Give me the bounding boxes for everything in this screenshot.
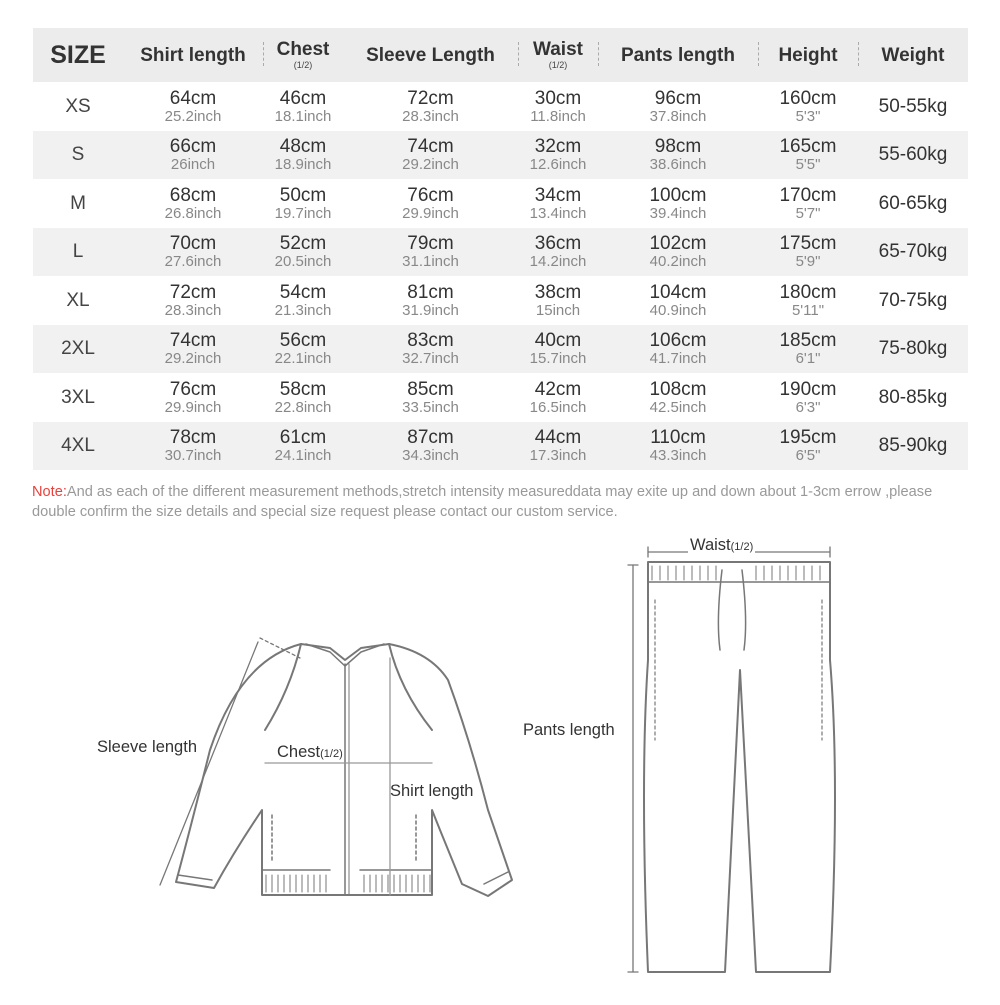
height-cell [758, 283, 858, 318]
table-row [33, 228, 968, 277]
sleeve-inch-value: 33.5inch [402, 398, 459, 416]
pants-cm-value: 104cm [649, 281, 707, 303]
height-inch-value: 5'7" [795, 204, 821, 222]
waist-cm-value: 42cm [534, 378, 582, 400]
sleeve-length-label: Sleeve length [97, 738, 197, 756]
pants-cm-value: 108cm [649, 378, 707, 400]
waist-label: Waist(1/2) [690, 536, 754, 554]
shirt-inch-value: 27.6inch [164, 253, 222, 271]
shirt-cell [123, 283, 263, 318]
chest-cell [263, 186, 343, 221]
shirt-inch-value: 26.8inch [164, 204, 222, 222]
height-cm-value: 175cm [779, 233, 837, 255]
pants-cm-value: 100cm [649, 184, 707, 206]
weight-cell: 55-60kg [878, 144, 948, 166]
chest-cm-value: 52cm [279, 233, 327, 255]
size-cell: S [71, 144, 85, 166]
table-row [33, 325, 968, 374]
pants-inch-value: 37.8inch [649, 107, 707, 125]
pants-cell [598, 186, 758, 221]
height-cell [758, 137, 858, 172]
weight-cell: 65-70kg [878, 241, 948, 263]
size-cell: XS [65, 95, 91, 117]
chest-inch-value: 19.7inch [274, 204, 332, 222]
height-inch-value: 5'9" [795, 253, 821, 271]
shirt-length-label: Shirt length [390, 782, 474, 800]
jacket-outline [176, 644, 512, 896]
pants-cell [598, 428, 758, 463]
waist-inch-value: 17.3inch [529, 447, 587, 465]
chest-inch-value: 20.5inch [274, 253, 332, 271]
chest-cell [263, 283, 343, 318]
pants-outline [644, 562, 835, 972]
table-body [33, 82, 968, 470]
pants-cm-value: 102cm [649, 233, 707, 255]
pants-cm-value: 98cm [654, 136, 702, 158]
sleeve-cell [343, 89, 518, 124]
sleeve-cm-value: 76cm [407, 184, 454, 206]
sleeve-cm-value: 85cm [407, 378, 454, 400]
chest-cell [263, 331, 343, 366]
chest-inch-value: 21.3inch [274, 301, 332, 319]
shirt-inch-value: 28.3inch [164, 301, 222, 319]
sleeve-inch-value: 29.9inch [402, 204, 459, 222]
shirt-cm-value: 72cm [169, 281, 217, 303]
chest-cm-value: 61cm [279, 427, 327, 449]
chest-cm-value: 56cm [279, 330, 327, 352]
waist-cm-value: 32cm [534, 136, 582, 158]
height-cell [758, 428, 858, 463]
sleeve-inch-value: 31.9inch [402, 301, 459, 319]
chest-cm-value: 48cm [279, 136, 327, 158]
header-sleeve-length: Sleeve Length [366, 44, 495, 66]
height-inch-value: 6'1" [795, 350, 821, 368]
shirt-cm-value: 66cm [169, 136, 217, 158]
height-cell [758, 380, 858, 415]
pants-cell [598, 137, 758, 172]
header-height: Height [758, 28, 858, 82]
pants-cell [598, 89, 758, 124]
chest-cell [263, 137, 343, 172]
table-row [33, 422, 968, 471]
waist-cell [518, 137, 598, 172]
table-row [33, 82, 968, 131]
weight-cell: 60-65kg [878, 192, 948, 214]
note-prefix: Note: [32, 484, 67, 500]
chest-cm-value: 50cm [279, 184, 327, 206]
height-inch-value: 6'5" [795, 447, 821, 465]
waist-inch-value: 14.2inch [529, 253, 587, 271]
weight-cell: 85-90kg [878, 435, 948, 457]
shirt-cm-value: 74cm [169, 330, 217, 352]
shirt-cm-value: 64cm [169, 87, 217, 109]
waist-cell [518, 234, 598, 269]
sleeve-cell [343, 137, 518, 172]
height-cm-value: 165cm [779, 136, 837, 158]
shirt-cell [123, 89, 263, 124]
sleeve-cm-value: 87cm [407, 427, 454, 449]
measurement-note [32, 482, 977, 522]
size-chart-table [33, 28, 968, 470]
height-cm-value: 160cm [779, 87, 837, 109]
chest-inch-value: 24.1inch [274, 447, 332, 465]
shirt-cell [123, 428, 263, 463]
weight-cell: 80-85kg [878, 386, 948, 408]
chest-cm-value: 46cm [279, 87, 327, 109]
height-cm-value: 195cm [779, 427, 837, 449]
waist-cell [518, 380, 598, 415]
chest-cm-value: 54cm [279, 281, 327, 303]
header-chest: Chest (1/2) [263, 28, 343, 82]
sleeve-cm-value: 72cm [407, 87, 454, 109]
shirt-inch-value: 29.9inch [164, 398, 222, 416]
waist-inch-value: 11.8inch [530, 107, 586, 125]
size-cell: 3XL [61, 386, 95, 408]
garment-diagram [0, 530, 1000, 1000]
chest-label: Chest(1/2) [277, 743, 343, 761]
height-inch-value: 5'11" [791, 301, 825, 319]
table-row [33, 373, 968, 422]
pants-cell [598, 234, 758, 269]
pants-cell [598, 331, 758, 366]
height-inch-value: 5'5" [795, 156, 821, 174]
pants-inch-value: 39.4inch [649, 204, 707, 222]
pants-cm-value: 106cm [649, 330, 707, 352]
shirt-inch-value: 26inch [170, 156, 216, 174]
table-row [33, 131, 968, 180]
header-shirt-length: Shirt length [140, 44, 246, 66]
size-cell: XL [66, 289, 90, 311]
sleeve-cm-value: 74cm [407, 136, 454, 158]
shirt-cm-value: 78cm [169, 427, 217, 449]
waist-cell [518, 331, 598, 366]
sleeve-cm-value: 79cm [407, 233, 454, 255]
chest-inch-value: 22.1inch [274, 350, 332, 368]
weight-cell: 70-75kg [878, 289, 948, 311]
chest-cell [263, 234, 343, 269]
height-cell [758, 234, 858, 269]
shirt-cell [123, 137, 263, 172]
header-size: SIZE [50, 40, 106, 69]
pants-inch-value: 41.7inch [649, 350, 707, 368]
sleeve-cm-value: 81cm [407, 281, 454, 303]
waist-cell [518, 428, 598, 463]
waist-cm-value: 34cm [534, 184, 582, 206]
waist-inch-value: 13.4inch [529, 204, 587, 222]
table-header-row [33, 28, 968, 82]
pants-cell [598, 380, 758, 415]
waist-cm-value: 38cm [534, 281, 582, 303]
header-pants-length: Pants length [598, 28, 758, 82]
waist-cm-value: 30cm [534, 87, 582, 109]
height-inch-value: 5'3" [795, 107, 821, 125]
chest-inch-value: 18.9inch [274, 156, 332, 174]
sleeve-cell [343, 283, 518, 318]
shirt-inch-value: 29.2inch [164, 350, 222, 368]
height-cell [758, 89, 858, 124]
height-cell [758, 186, 858, 221]
shirt-cell [123, 380, 263, 415]
shirt-cm-value: 70cm [169, 233, 217, 255]
sleeve-inch-value: 28.3inch [402, 107, 459, 125]
header-weight: Weight [858, 28, 968, 82]
shirt-cm-value: 76cm [169, 378, 217, 400]
shirt-inch-value: 25.2inch [164, 107, 222, 125]
waist-inch-value: 16.5inch [529, 398, 587, 416]
pants-inch-value: 43.3inch [649, 447, 707, 465]
chest-cm-value: 58cm [279, 378, 327, 400]
chest-cell [263, 428, 343, 463]
pants-cell [598, 283, 758, 318]
waist-inch-value: 15.7inch [529, 350, 587, 368]
sleeve-inch-value: 34.3inch [402, 447, 459, 465]
height-cm-value: 180cm [779, 281, 837, 303]
height-cm-value: 190cm [779, 378, 837, 400]
table-row [33, 179, 968, 228]
shirt-cell [123, 331, 263, 366]
pants-inch-value: 42.5inch [649, 398, 707, 416]
size-cell: 4XL [61, 435, 95, 457]
chest-inch-value: 22.8inch [274, 398, 332, 416]
shirt-cell [123, 186, 263, 221]
height-cm-value: 170cm [779, 184, 837, 206]
header-waist: Waist (1/2) [518, 28, 598, 82]
pants-cm-value: 110cm [650, 427, 706, 449]
size-cell: L [72, 241, 84, 263]
sleeve-cell [343, 331, 518, 366]
pants-inch-value: 40.2inch [649, 253, 707, 271]
waist-inch-value: 12.6inch [529, 156, 587, 174]
height-inch-value: 6'3" [795, 398, 821, 416]
sleeve-cell [343, 380, 518, 415]
height-cell [758, 331, 858, 366]
table-row [33, 276, 968, 325]
shirt-cell [123, 234, 263, 269]
sleeve-cell [343, 186, 518, 221]
height-cm-value: 185cm [779, 330, 837, 352]
size-cell: 2XL [61, 338, 95, 360]
pants-cm-value: 96cm [654, 87, 702, 109]
chest-cell [263, 89, 343, 124]
shirt-inch-value: 30.7inch [164, 447, 222, 465]
waist-cm-value: 36cm [534, 233, 582, 255]
garment-illustration [0, 530, 1000, 1000]
waist-cell [518, 89, 598, 124]
sleeve-cell [343, 428, 518, 463]
note-text: And as each of the different measurement methods,stretch intensity measureddata may exite up and down about 1-3cm errow ,please double confirm the size details and special size request please contact our custom service. [32, 484, 933, 520]
sleeve-inch-value: 31.1inch [402, 253, 459, 271]
pants-inch-value: 38.6inch [649, 156, 707, 174]
shirt-cm-value: 68cm [169, 184, 217, 206]
waist-inch-value: 15inch [535, 301, 581, 319]
waist-cell [518, 283, 598, 318]
size-cell: M [70, 192, 86, 214]
waist-cm-value: 44cm [534, 427, 582, 449]
pants-length-label: Pants length [523, 721, 615, 739]
weight-cell: 75-80kg [878, 338, 948, 360]
waist-cm-value: 40cm [534, 330, 582, 352]
chest-inch-value: 18.1inch [274, 107, 332, 125]
sleeve-cell [343, 234, 518, 269]
pants-inch-value: 40.9inch [649, 301, 707, 319]
waist-cell [518, 186, 598, 221]
chest-cell [263, 380, 343, 415]
sleeve-inch-value: 32.7inch [402, 350, 459, 368]
jacket-measure-lines [160, 638, 432, 895]
sleeve-cm-value: 83cm [407, 330, 454, 352]
sleeve-inch-value: 29.2inch [402, 156, 459, 174]
weight-cell: 50-55kg [878, 95, 948, 117]
